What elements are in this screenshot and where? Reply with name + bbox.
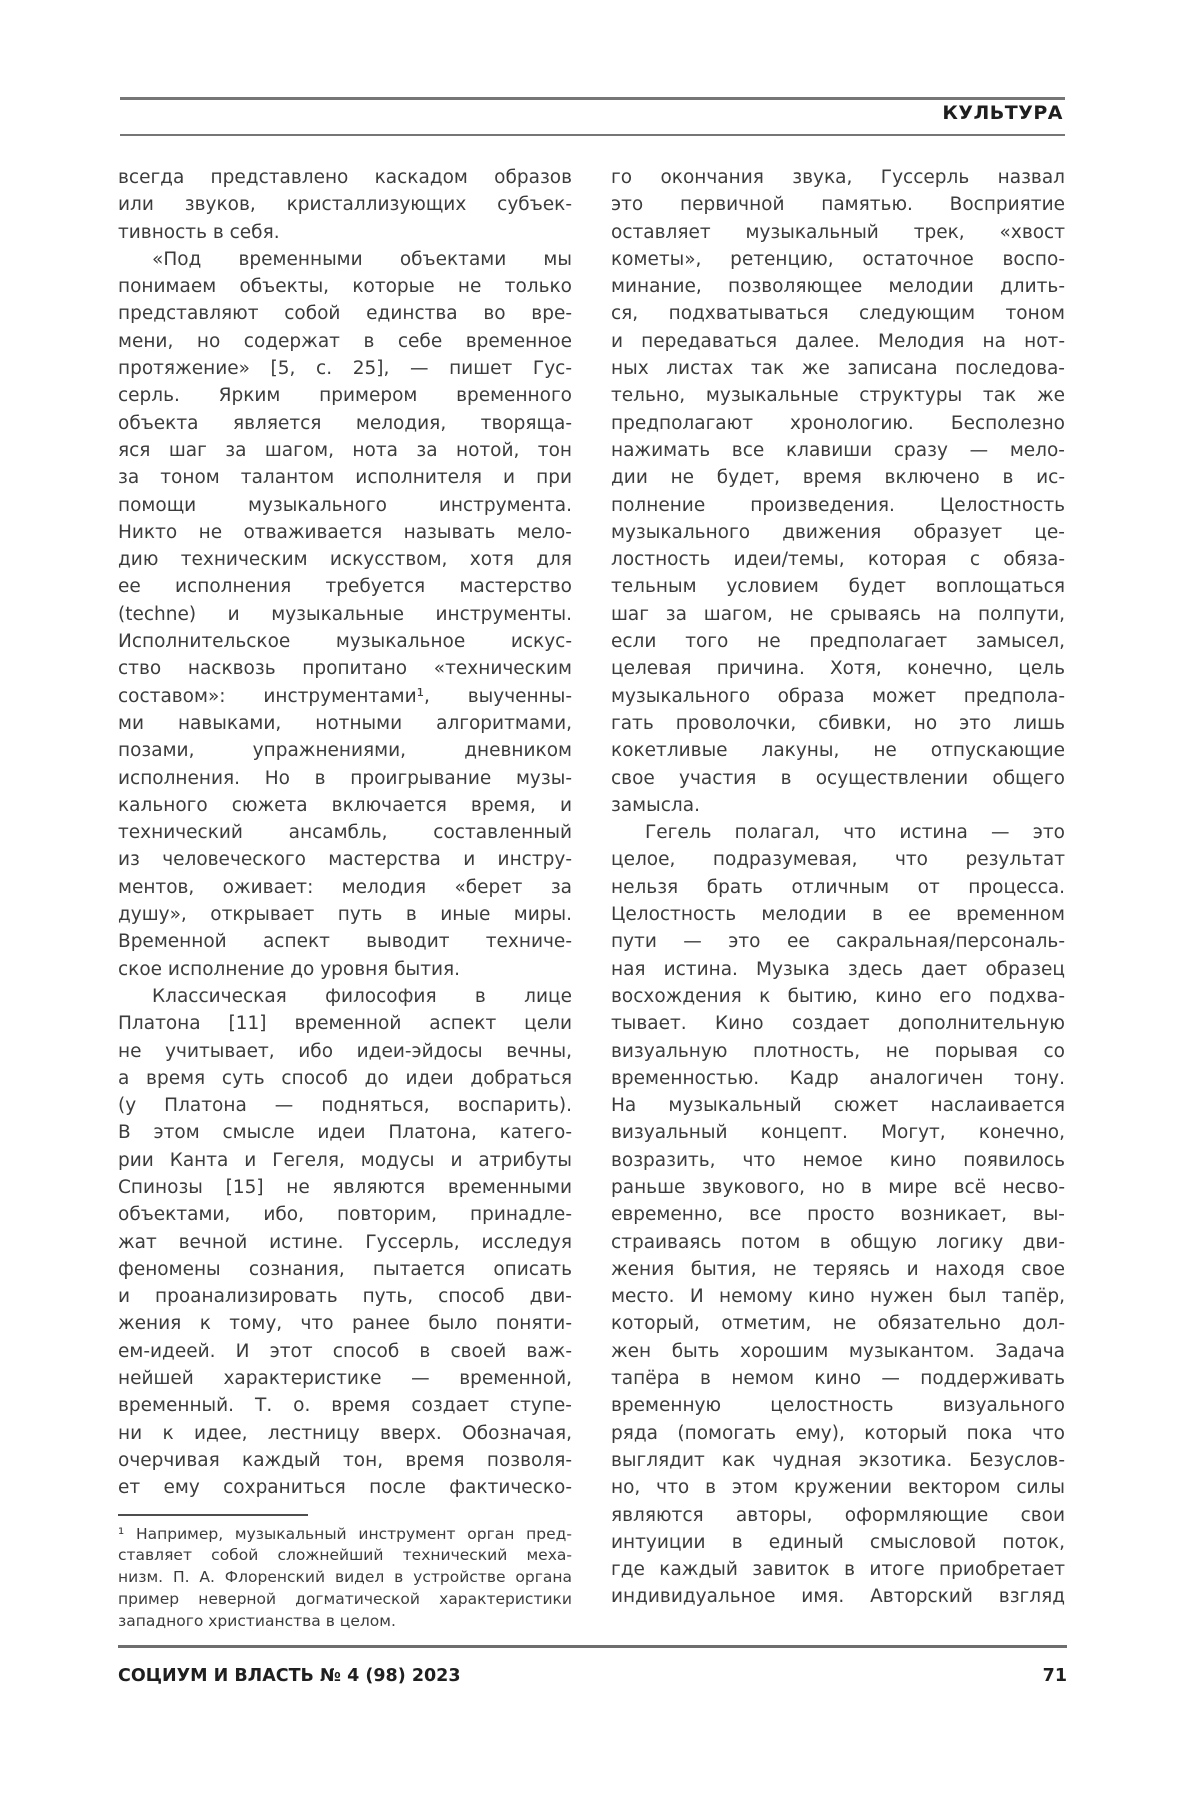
text-line: пример неверной догматической характеристики — [118, 1589, 572, 1608]
header-rule-bottom — [120, 134, 1065, 136]
text-line: который, отметим, не обязательно дол- — [611, 1313, 1065, 1335]
text-line: музыкального движения образует це- — [611, 521, 1065, 543]
text-line: место. И немому кино нужен был тапёр, — [611, 1286, 1065, 1308]
text-line: (techne) и музыкальные инструменты. — [118, 603, 572, 625]
text-line: временностью. Кадр аналогичен тону. — [611, 1067, 1065, 1089]
text-line: дию техническим искусством, хотя для — [118, 549, 572, 571]
text-line: Целостность мелодии в ее временном — [611, 904, 1065, 926]
text-line: ¹ Например, музыкальный инструмент орган пред- — [118, 1524, 572, 1543]
text-line: мени, но содержат в себе временное — [118, 330, 572, 352]
page-number: 71 — [1042, 1666, 1067, 1686]
paragraph — [118, 246, 572, 983]
text-line: (у Платона — подняться, воспарить). — [118, 1095, 572, 1117]
text-line: ее исполнения требуется мастерство — [118, 576, 572, 598]
text-line: тывает. Кино создает дополнительную — [611, 1013, 1065, 1035]
text-line: технический ансамбль, составленный — [118, 822, 572, 844]
text-line: исполнения. Но в проигрывание музы- — [118, 767, 572, 789]
text-line: позами, упражнениями, дневником — [118, 740, 572, 762]
text-line: тапёра в немом кино — поддерживать — [611, 1368, 1065, 1390]
text-line: тивность в себя. — [118, 221, 280, 243]
text-line: раньше звукового, но в мире всё несво- — [611, 1176, 1065, 1198]
left-column — [118, 164, 572, 1633]
text-line: целое, подразумевая, что результат — [611, 849, 1065, 871]
text-line: и передаваться далее. Мелодия на нот- — [611, 330, 1065, 352]
footnote — [118, 1524, 572, 1633]
text-line: ная истина. Музыка здесь дает образец — [611, 958, 1065, 980]
text-line: ряда (помогать ему), который пока что — [611, 1422, 1065, 1444]
text-line: жен быть хорошим музыкантом. Задача — [611, 1340, 1065, 1362]
text-line: ское исполнение до уровня бытия. — [118, 958, 461, 980]
text-line: ет ему сохраниться после фактическо- — [118, 1477, 572, 1499]
text-line: Классическая философия в лице — [152, 985, 572, 1007]
text-line: составом»: инструментами¹, выученны- — [118, 685, 572, 707]
text-line: кального сюжета включается время, и — [118, 794, 572, 816]
text-line: ство насквозь пропитано «техническим — [118, 658, 572, 680]
text-line: целевая причина. Хотя, конечно, цель — [611, 658, 1065, 680]
text-line: временный. Т. о. время создает ступе- — [118, 1395, 572, 1417]
text-line: душу», открывает путь в иные миры. — [118, 904, 572, 926]
text-line: нажимать все клавиши сразу — мело- — [611, 439, 1065, 461]
text-line: В этом смысле идеи Платона, катего- — [118, 1122, 572, 1144]
text-line: возразить, что немое кино появилось — [611, 1149, 1065, 1171]
text-line: музыкального образа может предпола- — [611, 685, 1065, 707]
text-line: гать проволочки, сбивки, но это лишь — [611, 712, 1065, 734]
text-line: а время суть способ до идеи добраться — [118, 1067, 572, 1089]
text-line: нейшей характеристике — временной, — [118, 1368, 572, 1390]
article-body — [118, 164, 1065, 1633]
text-line: из человеческого мастерства и инстру- — [118, 849, 572, 871]
text-line: Исполнительское музыкальное искус- — [118, 631, 572, 653]
text-line: кометы», ретенцию, остаточное воспо- — [611, 248, 1065, 270]
text-line: это первичной памятью. Восприятие — [611, 194, 1065, 216]
text-line: но, что в этом кружении вектором силы — [611, 1477, 1065, 1499]
paragraph — [118, 983, 572, 1502]
text-line: и проанализировать путь, способ дви- — [118, 1286, 572, 1308]
text-line: нельзя брать отличным от процесса. — [611, 876, 1065, 898]
text-line: Никто не отваживается называть мело- — [118, 521, 572, 543]
text-line: понимаем объекты, которые не только — [118, 276, 572, 298]
paragraph — [118, 1524, 572, 1633]
text-line: жения к тому, что ранее было поняти- — [118, 1313, 572, 1335]
text-line: где каждый завиток в итоге приобретает — [611, 1559, 1065, 1581]
footnote-separator — [118, 1514, 308, 1516]
paragraph — [118, 164, 572, 246]
journal-title: СОЦИУМ И ВЛАСТЬ № 4 (98) 2023 — [118, 1666, 461, 1686]
text-line: жения бытия, не теряясь и находя свое — [611, 1258, 1065, 1280]
paragraph — [611, 164, 1065, 819]
text-line: являются авторы, оформляющие свои — [611, 1504, 1065, 1526]
paragraph — [611, 819, 1065, 1611]
text-line: объектами, ибо, повторим, принадле- — [118, 1204, 572, 1226]
text-line: свое участия в осуществлении общего — [611, 767, 1065, 789]
text-line: индивидуальное имя. Авторский взгляд — [611, 1586, 1065, 1608]
text-line: ставляет собой сложнейший технический меха- — [118, 1546, 572, 1565]
text-line: оставляет музыкальный трек, «хвост — [611, 221, 1065, 243]
text-line: ем-идеей. И этот способ в своей важ- — [118, 1340, 572, 1362]
text-line: представляют собой единства во вре- — [118, 303, 572, 325]
text-line: ся, подхватываться следующим тоном — [611, 303, 1065, 325]
text-line: западного христианства в целом. — [118, 1611, 396, 1630]
text-line: восхождения к бытию, кино его подхва- — [611, 985, 1065, 1007]
text-line: очерчивая каждый тон, время позволя- — [118, 1449, 572, 1471]
text-line: ментов, оживает: мелодия «берет за — [118, 876, 572, 898]
text-line: Платона [11] временной аспект цели — [118, 1013, 572, 1035]
text-line: низм. П. А. Флоренский видел в устройстве органа — [118, 1568, 572, 1587]
text-line: минание, позволяющее мелодии длить- — [611, 276, 1065, 298]
text-line: объекта является мелодия, творяща- — [118, 412, 572, 434]
text-line: всегда представлено каскадом образов — [118, 167, 572, 188]
text-line: шаг за шагом, не срываясь на полпути, — [611, 603, 1065, 625]
text-line: ми навыками, нотными алгоритмами, — [118, 712, 572, 734]
text-line: за тоном талантом исполнителя и при — [118, 467, 572, 489]
text-line: если того не предполагает замысел, — [611, 631, 1065, 653]
section-heading: КУЛЬТУРА — [942, 102, 1063, 124]
text-line: визуальный концепт. Могут, конечно, — [611, 1122, 1065, 1144]
text-line: Временной аспект выводит техниче- — [118, 931, 572, 953]
text-line: феномены сознания, пытается описать — [118, 1258, 572, 1280]
text-line: помощи музыкального инструмента. — [118, 494, 572, 516]
text-line: страиваясь потом в общую логику дви- — [611, 1231, 1065, 1253]
text-line: кокетливые лакуны, не отпускающие — [611, 740, 1065, 762]
text-line: серль. Ярким примером временного — [118, 385, 572, 407]
text-line: рии Канта и Гегеля, модусы и атрибуты — [118, 1149, 572, 1171]
text-line: тельно, музыкальные структуры так же — [611, 385, 1065, 407]
text-line: ни к идее, лестницу вверх. Обозначая, — [118, 1422, 572, 1444]
text-line: «Под временными объектами мы — [152, 248, 572, 270]
text-line: го окончания звука, Гуссерль назвал — [611, 167, 1065, 188]
text-line: евременно, все просто возникает, вы- — [611, 1204, 1065, 1226]
footer-rule — [118, 1645, 1067, 1648]
text-line: Спинозы [15] не являются временными — [118, 1176, 572, 1198]
text-line: выглядит как чудная экзотика. Безуслов- — [611, 1449, 1065, 1471]
text-line: На музыкальный сюжет наслаивается — [611, 1095, 1065, 1117]
text-line: замысла. — [611, 794, 700, 816]
text-line: пути — это ее сакральная/персональ- — [611, 931, 1065, 953]
text-line: полнение произведения. Целостность — [611, 494, 1065, 516]
header-rule-top — [120, 97, 1065, 100]
text-line: предполагают хронологию. Бесполезно — [611, 412, 1065, 434]
text-line: интуиции в единый смысловой поток, — [611, 1531, 1065, 1553]
text-line: Гегель полагал, что истина — это — [645, 822, 1065, 844]
text-line: жат вечной истине. Гуссерль, исследуя — [118, 1231, 572, 1253]
text-line: или звуков, кристаллизующих субъек- — [118, 194, 572, 216]
text-line: ных листах так же записана последова- — [611, 358, 1065, 380]
text-line: тельным условием будет воплощаться — [611, 576, 1065, 598]
right-column — [611, 164, 1065, 1633]
text-line: протяжение» [5, с. 25], — пишет Гус- — [118, 358, 572, 380]
text-line: лостность идеи/темы, которая с обяза- — [611, 549, 1065, 571]
text-line: дии не будет, время включено в ис- — [611, 467, 1065, 489]
text-line: визуальную плотность, не порывая со — [611, 1040, 1065, 1062]
text-line: временную целостность визуального — [611, 1395, 1065, 1417]
text-line: не учитывает, ибо идеи-эйдосы вечны, — [118, 1040, 572, 1062]
text-line: яся шаг за шагом, нота за нотой, тон — [118, 439, 572, 461]
footer — [118, 1666, 1067, 1686]
